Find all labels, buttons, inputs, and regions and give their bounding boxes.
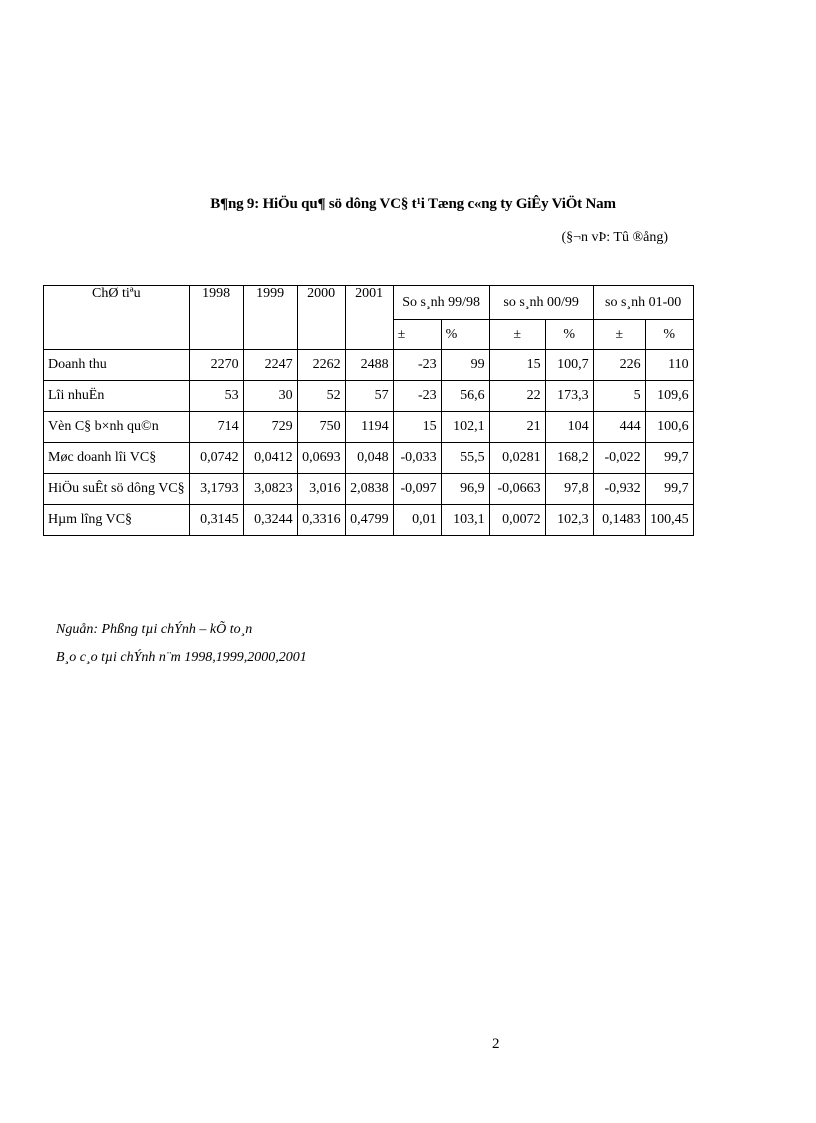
table-cell: 2488 [345, 350, 393, 381]
table-cell: 0,0693 [297, 443, 345, 474]
table-cell: 15 [489, 350, 545, 381]
table-cell: 30 [243, 381, 297, 412]
table-cell: -0,0663 [489, 474, 545, 505]
table-cell: 0,0072 [489, 505, 545, 536]
header-year: 1999 [243, 286, 297, 350]
row-label: Hµm lîng VC§ [44, 505, 190, 536]
table-cell: 1194 [345, 412, 393, 443]
table-cell: 0,3244 [243, 505, 297, 536]
table-row [44, 412, 694, 443]
table-cell: 102,1 [441, 412, 489, 443]
table-row [44, 381, 694, 412]
table-cell: 5 [593, 381, 645, 412]
table-cell: -0,932 [593, 474, 645, 505]
table-cell: 168,2 [545, 443, 593, 474]
table-title: B¶ng 9: HiÖu qu¶ sö dông VC§ t¹i Tæng c«ng ty GiÊy ViÖt Nam [210, 196, 616, 212]
row-label: HiÖu suÊt sö dông VC§ [44, 474, 190, 505]
table-cell: 96,9 [441, 474, 489, 505]
table-cell: 2247 [243, 350, 297, 381]
unit-label: (§¬n vÞ: Tû ®ång) [561, 230, 668, 245]
table-cell: -0,097 [393, 474, 441, 505]
table-cell: -23 [393, 381, 441, 412]
header-year: 2001 [345, 286, 393, 350]
table-cell: 100,7 [545, 350, 593, 381]
table-cell: 729 [243, 412, 297, 443]
table-cell: 173,3 [545, 381, 593, 412]
table-cell: 0,048 [345, 443, 393, 474]
table-cell: 226 [593, 350, 645, 381]
subheader-diff: ± [593, 320, 645, 350]
subheader-diff: ± [393, 320, 441, 350]
header-comparison: so s¸nh 01-00 [593, 286, 693, 320]
table-cell: 3,016 [297, 474, 345, 505]
table-cell: 2270 [189, 350, 243, 381]
source-note: B¸o c¸o tµi chÝnh n¨m 1998,1999,2000,2001 [56, 650, 307, 665]
table-cell: 22 [489, 381, 545, 412]
table-row [44, 443, 694, 474]
table-cell: 0,1483 [593, 505, 645, 536]
table-cell: -0,033 [393, 443, 441, 474]
table-cell: 103,1 [441, 505, 489, 536]
page-number: 2 [492, 1036, 500, 1052]
table-cell: 110 [645, 350, 693, 381]
table-cell: 3,0823 [243, 474, 297, 505]
table-cell: 0,3316 [297, 505, 345, 536]
subheader-diff: ± [489, 320, 545, 350]
table-cell: 21 [489, 412, 545, 443]
table-cell: 2262 [297, 350, 345, 381]
table-cell: 2,0838 [345, 474, 393, 505]
subheader-percent: % [441, 320, 489, 350]
table-cell: 3,1793 [189, 474, 243, 505]
table-cell: 100,45 [645, 505, 693, 536]
table-cell: -0,022 [593, 443, 645, 474]
row-label: Lîi nhuËn [44, 381, 190, 412]
table-cell: 0,0412 [243, 443, 297, 474]
table-row [44, 474, 694, 505]
table-cell: 52 [297, 381, 345, 412]
table-cell: 109,6 [645, 381, 693, 412]
table-cell: 100,6 [645, 412, 693, 443]
header-comparison: so s¸nh 00/99 [489, 286, 593, 320]
table-cell: 99 [441, 350, 489, 381]
table-cell: 99,7 [645, 474, 693, 505]
table-cell: 99,7 [645, 443, 693, 474]
subheader-percent: % [545, 320, 593, 350]
header-comparison: So s¸nh 99/98 [393, 286, 489, 320]
table-row [44, 350, 694, 381]
table-cell: 97,8 [545, 474, 593, 505]
table-cell: 57 [345, 381, 393, 412]
table-cell: 714 [189, 412, 243, 443]
row-label: Doanh thu [44, 350, 190, 381]
table-cell: 0,4799 [345, 505, 393, 536]
table-cell: 0,3145 [189, 505, 243, 536]
header-row [44, 286, 694, 320]
header-year: 1998 [189, 286, 243, 350]
table-cell: -23 [393, 350, 441, 381]
table-cell: 56,6 [441, 381, 489, 412]
table-cell: 15 [393, 412, 441, 443]
table-cell: 0,01 [393, 505, 441, 536]
table-cell: 444 [593, 412, 645, 443]
table-cell: 750 [297, 412, 345, 443]
row-label: Møc doanh lîi VC§ [44, 443, 190, 474]
source-note: Nguån: Phßng tµi chÝnh – kÕ to¸n [56, 622, 253, 637]
table-cell: 53 [189, 381, 243, 412]
table-cell: 104 [545, 412, 593, 443]
table-cell: 55,5 [441, 443, 489, 474]
subheader-percent: % [645, 320, 693, 350]
table-cell: 102,3 [545, 505, 593, 536]
header-indicator: ChØ tiªu [44, 286, 190, 350]
table-cell: 0,0281 [489, 443, 545, 474]
table-cell: 0,0742 [189, 443, 243, 474]
table-row [44, 505, 694, 536]
efficiency-table [43, 285, 694, 536]
row-label: Vèn C§ b×nh qu©n [44, 412, 190, 443]
header-year: 2000 [297, 286, 345, 350]
